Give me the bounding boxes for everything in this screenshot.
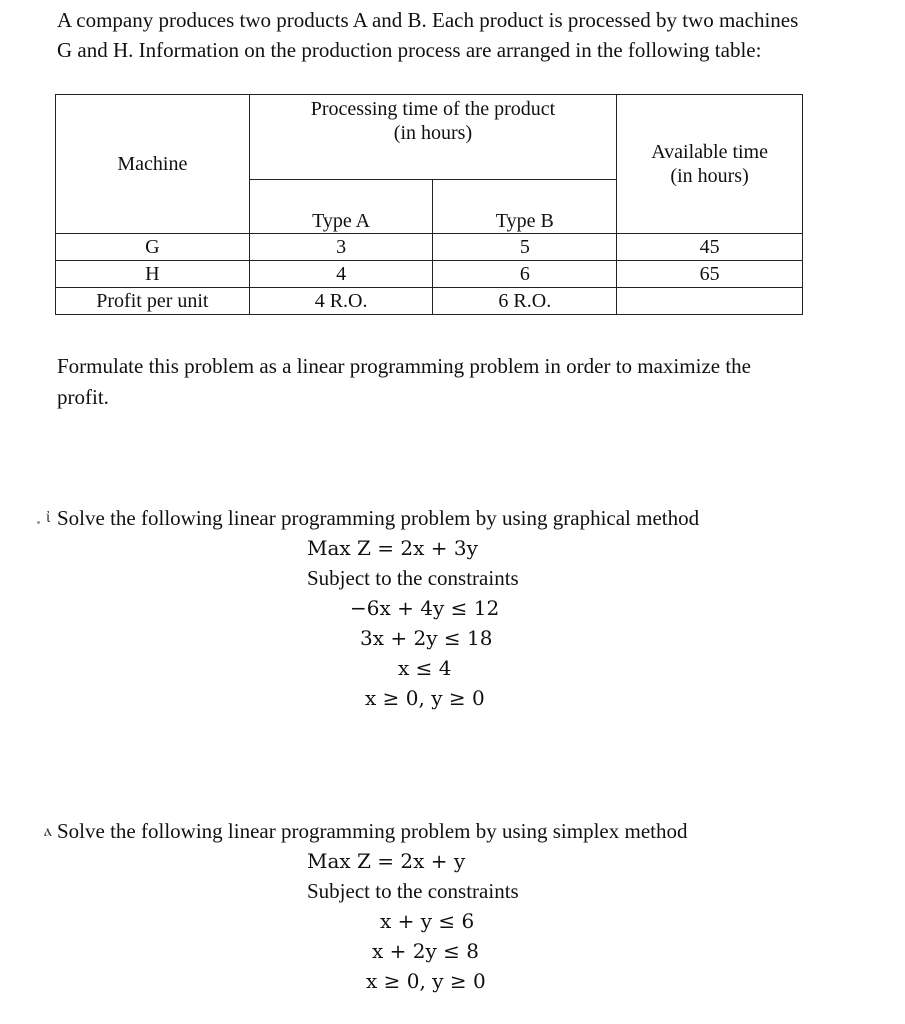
processing-header-line1: Processing time of the product [310, 98, 556, 120]
table-row [56, 234, 803, 261]
type-a-cell: 3 [249, 234, 433, 261]
type-b-cell: 6 R.O. [433, 288, 617, 315]
formulate-paragraph: Formulate this problem as a linear programming problem in order to maximize the profit. [57, 354, 751, 409]
production-table [55, 94, 803, 315]
available-header-line2: (in hours) [670, 165, 749, 187]
available-header-cell [617, 95, 803, 234]
machine-cell: Profit per unit [56, 288, 250, 315]
machine-header: Machine [117, 153, 188, 175]
simplex-constraint: x + 2y ≤ 8 [372, 939, 479, 963]
type-b-cell: 6 [433, 261, 617, 288]
simplex-constraint: x + y ≤ 6 [380, 909, 475, 933]
graphical-subject: Subject to the constraints [307, 566, 519, 590]
graphical-constraint: −6x + 4y ≤ 12 [350, 596, 500, 620]
available-cell [617, 288, 803, 315]
simplex-objective: Max Z = 2x + y [307, 849, 466, 873]
simplex-subject: Subject to the constraints [307, 879, 519, 903]
type-b-header: Type B [433, 180, 617, 234]
graphical-constraint: x ≥ 0, y ≥ 0 [365, 686, 485, 710]
simplex-heading: Solve the following linear programming problem by using simplex method [57, 819, 688, 843]
machine-header-cell [56, 95, 250, 234]
machine-cell: G [56, 234, 250, 261]
question-marker: ⲁ [44, 823, 52, 840]
graphical-constraint: x ≤ 4 [398, 656, 452, 680]
type-a-header: Type A [249, 180, 433, 234]
type-a-cell: 4 [249, 261, 433, 288]
graphical-objective: Max Z = 2x + 3y [307, 536, 478, 560]
question-marker: ἰ [46, 509, 51, 526]
available-cell: 65 [617, 261, 803, 288]
type-a-cell: 4 R.O. [249, 288, 433, 315]
graphical-constraint: 3x + 2y ≤ 18 [360, 626, 493, 650]
graphical-heading: Solve the following linear programming problem by using graphical method [57, 506, 700, 530]
machine-cell: H [56, 261, 250, 288]
processing-header-line2: (in hours) [393, 122, 473, 144]
simplex-constraint: x ≥ 0, y ≥ 0 [366, 969, 486, 993]
intro-paragraph: A company produces two products A and B. Each product is processed by two machines G and H. Information on the production process are arranged in the following table: [57, 8, 799, 62]
bullet-dot [37, 521, 40, 524]
type-b-cell: 5 [433, 234, 617, 261]
table-row [56, 288, 803, 315]
available-header-line1: Available time [651, 141, 768, 163]
processing-header-cell [249, 95, 616, 180]
table-header-row [56, 95, 803, 180]
table-row [56, 261, 803, 288]
available-cell: 45 [617, 234, 803, 261]
